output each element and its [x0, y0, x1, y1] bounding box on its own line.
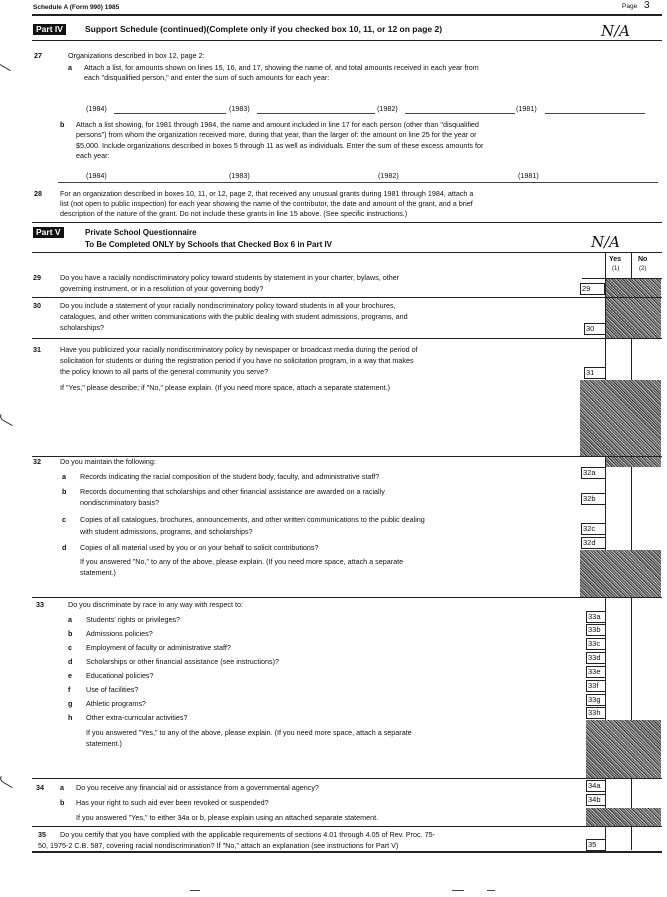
q30-text-3: scholarships?	[60, 323, 104, 332]
q32a-text: Records indicating the racial composition of the student body, faculty, and administrative staff?	[80, 472, 380, 481]
line-27b-text-3: $5,000. Include organizations described in boxes 5 through 11 as well as individuals. Enter the sum of these excess amounts for	[76, 141, 484, 150]
q33-note-1: If you answered "Yes," to any of the above, please explain. (If you need more space, attach a separate	[86, 728, 412, 737]
q33g-label: g	[68, 699, 73, 708]
q34-explanation-shaded	[586, 808, 661, 826]
line-27a-year-1984: (1984)	[86, 104, 107, 113]
stray-mark	[190, 890, 200, 891]
q30-rule	[32, 338, 662, 339]
form-identifier: Schedule A (Form 990) 1985	[33, 4, 120, 11]
q32b-text-2: nondiscriminatory basis?	[80, 498, 160, 507]
q31-text-2: solicitation for students or during the registration period if you have no solicitation program, in a way that makes	[60, 356, 414, 365]
margin-mark	[0, 414, 15, 426]
margin-mark	[0, 59, 13, 71]
q29-text-2: governing instrument, or in a resolution of your governing body?	[60, 284, 264, 293]
q33-intro: Do you discriminate by race in any way with respect to:	[68, 600, 243, 609]
q29-shaded	[606, 279, 661, 297]
q32b-ref: 32b	[581, 493, 606, 505]
q33c-label: c	[68, 643, 72, 652]
line-27a-year-1981: (1981)	[516, 104, 537, 113]
q34b-label: b	[60, 798, 65, 807]
q33-note-2: statement.)	[86, 739, 122, 748]
q32-note-2: statement.)	[80, 568, 116, 577]
q29-rule	[32, 297, 662, 298]
q32-intro-shaded	[606, 457, 661, 467]
q34-number: 34	[36, 783, 44, 792]
line-27a-year-1982: (1982)	[377, 104, 398, 113]
line-27a-entry-1982[interactable]	[405, 113, 515, 114]
q33h-text: Other extra-curricular activities?	[86, 713, 188, 722]
q29-number: 29	[33, 273, 41, 282]
q33c-ref: 33c	[586, 638, 606, 650]
q31-number: 31	[33, 345, 41, 354]
q33h-label: h	[68, 713, 73, 722]
q32d-label: d	[62, 543, 67, 552]
page-label: Page	[622, 3, 638, 10]
q32d-ref: 32d	[581, 537, 606, 549]
part-iv-na-mark: N/A	[601, 22, 631, 40]
part-v-badge: Part V	[33, 227, 64, 238]
q33a-ref: 33a	[586, 611, 606, 623]
line-27b-year-1981: (1981)	[518, 171, 539, 180]
q32-intro: Do you maintain the following:	[60, 457, 156, 466]
no-column-sub: (2)	[639, 266, 647, 272]
part-iv-title: Support Schedule (continued)(Complete only if you checked box 10, 11, or 12 on page 2)	[85, 24, 443, 34]
yes-column-sub: (1)	[612, 266, 620, 272]
q33g-ref: 33g	[586, 694, 606, 706]
q33g-text: Athletic programs?	[86, 699, 146, 708]
header-rule	[32, 14, 662, 16]
q33f-text: Use of facilities?	[86, 685, 139, 694]
q32-explanation-shaded	[580, 550, 661, 597]
line-27b-text-4: each year:	[76, 151, 110, 160]
q33d-text: Scholarships or other financial assistance (see instructions)?	[86, 657, 279, 666]
q29-ref: 29	[580, 283, 605, 295]
q32d-text: Copies of all material used by you or on your behalf to solicit contributions?	[80, 543, 319, 552]
part-v-na-mark: N/A	[591, 233, 621, 251]
q35-text-2: 50, 1975-2 C.B. 587, covering racial nondiscrimination? If "No," attach an explanation (see instructions for Part V)	[38, 841, 399, 850]
q30-text-1: Do you include a statement of your racially nondiscriminatory policy toward students in all your brochures,	[60, 301, 396, 310]
q33b-ref: 33b	[586, 624, 606, 636]
part-v-subtitle: To Be Completed ONLY by Schools that Checked Box 6 in Part IV	[85, 240, 333, 249]
stray-mark	[487, 890, 495, 891]
q31-ref: 31	[584, 367, 606, 379]
part-iv-title-rule	[32, 40, 662, 41]
page-number: 3	[644, 0, 650, 11]
q31-text-1: Have you publicized your racially nondiscriminatory policy by newspaper or broadcast media during the period of	[60, 345, 418, 354]
line-28-number: 28	[34, 189, 42, 198]
q30-number: 30	[33, 301, 41, 310]
q34a-label: a	[60, 783, 64, 792]
q33a-label: a	[68, 615, 72, 624]
q32b-text-1: Records documenting that scholarships and other financial assistance are awarded on a racially	[80, 487, 385, 496]
q32c-text-1: Copies of all catalogues, brochures, announcements, and other written communications to the public dealing	[80, 515, 425, 524]
q32-note-1: If you answered "No," to any of the above, please explain. (If you need more space, attach a separate	[80, 557, 404, 566]
q34b-text: Has your right to such aid ever been revoked or suspended?	[76, 798, 269, 807]
line-27b-text-1: Attach a list showing, for 1981 through 1984, the name and amount included in line 17 for each person (other than "disqualified	[76, 120, 479, 129]
q32a-ref: 32a	[581, 467, 606, 479]
q33b-label: b	[68, 629, 73, 638]
line-27-number: 27	[34, 51, 42, 60]
q34-rule	[32, 826, 662, 827]
part-iv-end-rule	[32, 222, 662, 223]
q33-number: 33	[36, 600, 44, 609]
q33-rule	[32, 778, 662, 779]
line-27a-text-2: each "disqualified person," and enter the sum of such amounts for each year:	[84, 73, 330, 82]
no-column-header: No	[638, 256, 648, 263]
q35-ref: 35	[586, 839, 606, 851]
q30-text-2: catalogues, and other written communications with the public dealing with student admissions, programs, and	[60, 312, 408, 321]
line-27a-label: a	[68, 63, 72, 72]
q33a-text: Students' rights or privileges?	[86, 615, 181, 624]
yes-column-header: Yes	[609, 256, 622, 263]
margin-mark	[0, 776, 15, 788]
q33f-ref: 33f	[586, 680, 606, 692]
q34b-ref: 34b	[586, 794, 606, 806]
q30-ref: 30	[584, 323, 606, 335]
form-bottom-rule	[32, 851, 662, 853]
q33b-text: Admissions policies?	[86, 629, 153, 638]
q34a-text: Do you receive any financial aid or assistance from a governmental agency?	[76, 783, 319, 792]
line-28-text-3: description of the nature of the grant. Do not include these grants in line 15 above. (See specific instructions.)	[60, 209, 408, 218]
q33f-label: f	[68, 685, 71, 694]
q34-note: If you answered "Yes," to either 34a or b, please explain using an attached separate statement.	[76, 813, 379, 822]
q32c-ref: 32c	[581, 523, 606, 535]
q32a-label: a	[62, 472, 66, 481]
line-27a-entry-1981[interactable]	[545, 113, 645, 114]
line-27b-year-1984: (1984)	[86, 171, 107, 180]
q33c-text: Employment of faculty or administrative staff?	[86, 643, 231, 652]
part-v-title: Private School Questionnaire	[85, 228, 197, 237]
q33e-label: e	[68, 671, 72, 680]
q32-rule	[32, 597, 662, 598]
q31-text-4: If "Yes," please describe; if "No," please explain. (If you need more space, attach a separate statement.)	[60, 383, 390, 392]
part-iv-badge: Part IV	[33, 24, 66, 35]
q33e-ref: 33e	[586, 666, 606, 678]
line-27a-year-1983: (1983)	[229, 104, 250, 113]
q33-explanation-shaded	[586, 720, 661, 778]
q32c-label: c	[62, 515, 66, 524]
line-27b-label: b	[60, 120, 65, 129]
q33e-text: Educational policies?	[86, 671, 154, 680]
q33d-ref: 33d	[586, 652, 606, 664]
line-27a-entry-1983[interactable]	[257, 113, 375, 114]
q32-number: 32	[33, 457, 41, 466]
line-27b-text-2: persons") from whom the organization received more, during that year, than the larger of: the amount on line 25 for the year or	[76, 130, 477, 139]
q35-text-1: Do you certify that you have complied with the applicable requirements of sections 4.01 through 4.05 of Rev. Proc. 75-	[60, 830, 436, 839]
part-v-title-rule	[32, 252, 662, 253]
q33d-label: d	[68, 657, 73, 666]
q32b-label: b	[62, 487, 67, 496]
q31-explanation-shaded	[580, 380, 661, 456]
line-27a-entry-1984[interactable]	[114, 113, 226, 114]
q35-number: 35	[38, 830, 46, 839]
q31-text-3: the policy known to all parts of the general community you serve?	[60, 367, 269, 376]
q32c-text-2: with student admissions, programs, and scholarships?	[80, 527, 253, 536]
stray-mark	[452, 890, 464, 891]
line-27b-entry-rule[interactable]	[58, 182, 658, 183]
line-27-intro: Organizations described in box 12, page 2:	[68, 51, 205, 60]
q30-shaded	[606, 298, 661, 338]
line-27b-year-1983: (1983)	[229, 171, 250, 180]
line-27a-text-1: Attach a list, for amounts shown on lines 15, 16, and 17, showing the name of, and total amounts received in each year from	[84, 63, 479, 72]
line-27b-year-1982: (1982)	[378, 171, 399, 180]
line-28-text-1: For an organization described in boxes 10, 11, or 12, page 2, that received any unusual grants during 1981 through 1984, attach a	[60, 189, 474, 198]
q34a-ref: 34a	[586, 780, 606, 792]
line-28-text-2: list (not open to public inspection) for each year showing the name of the contributor, the date and amount of the grant, and a brief	[60, 199, 473, 208]
q33h-ref: 33h	[586, 707, 606, 719]
q29-text-1: Do you have a racially nondiscriminatory policy toward students by statement in your charter, bylaws, other	[60, 273, 400, 282]
